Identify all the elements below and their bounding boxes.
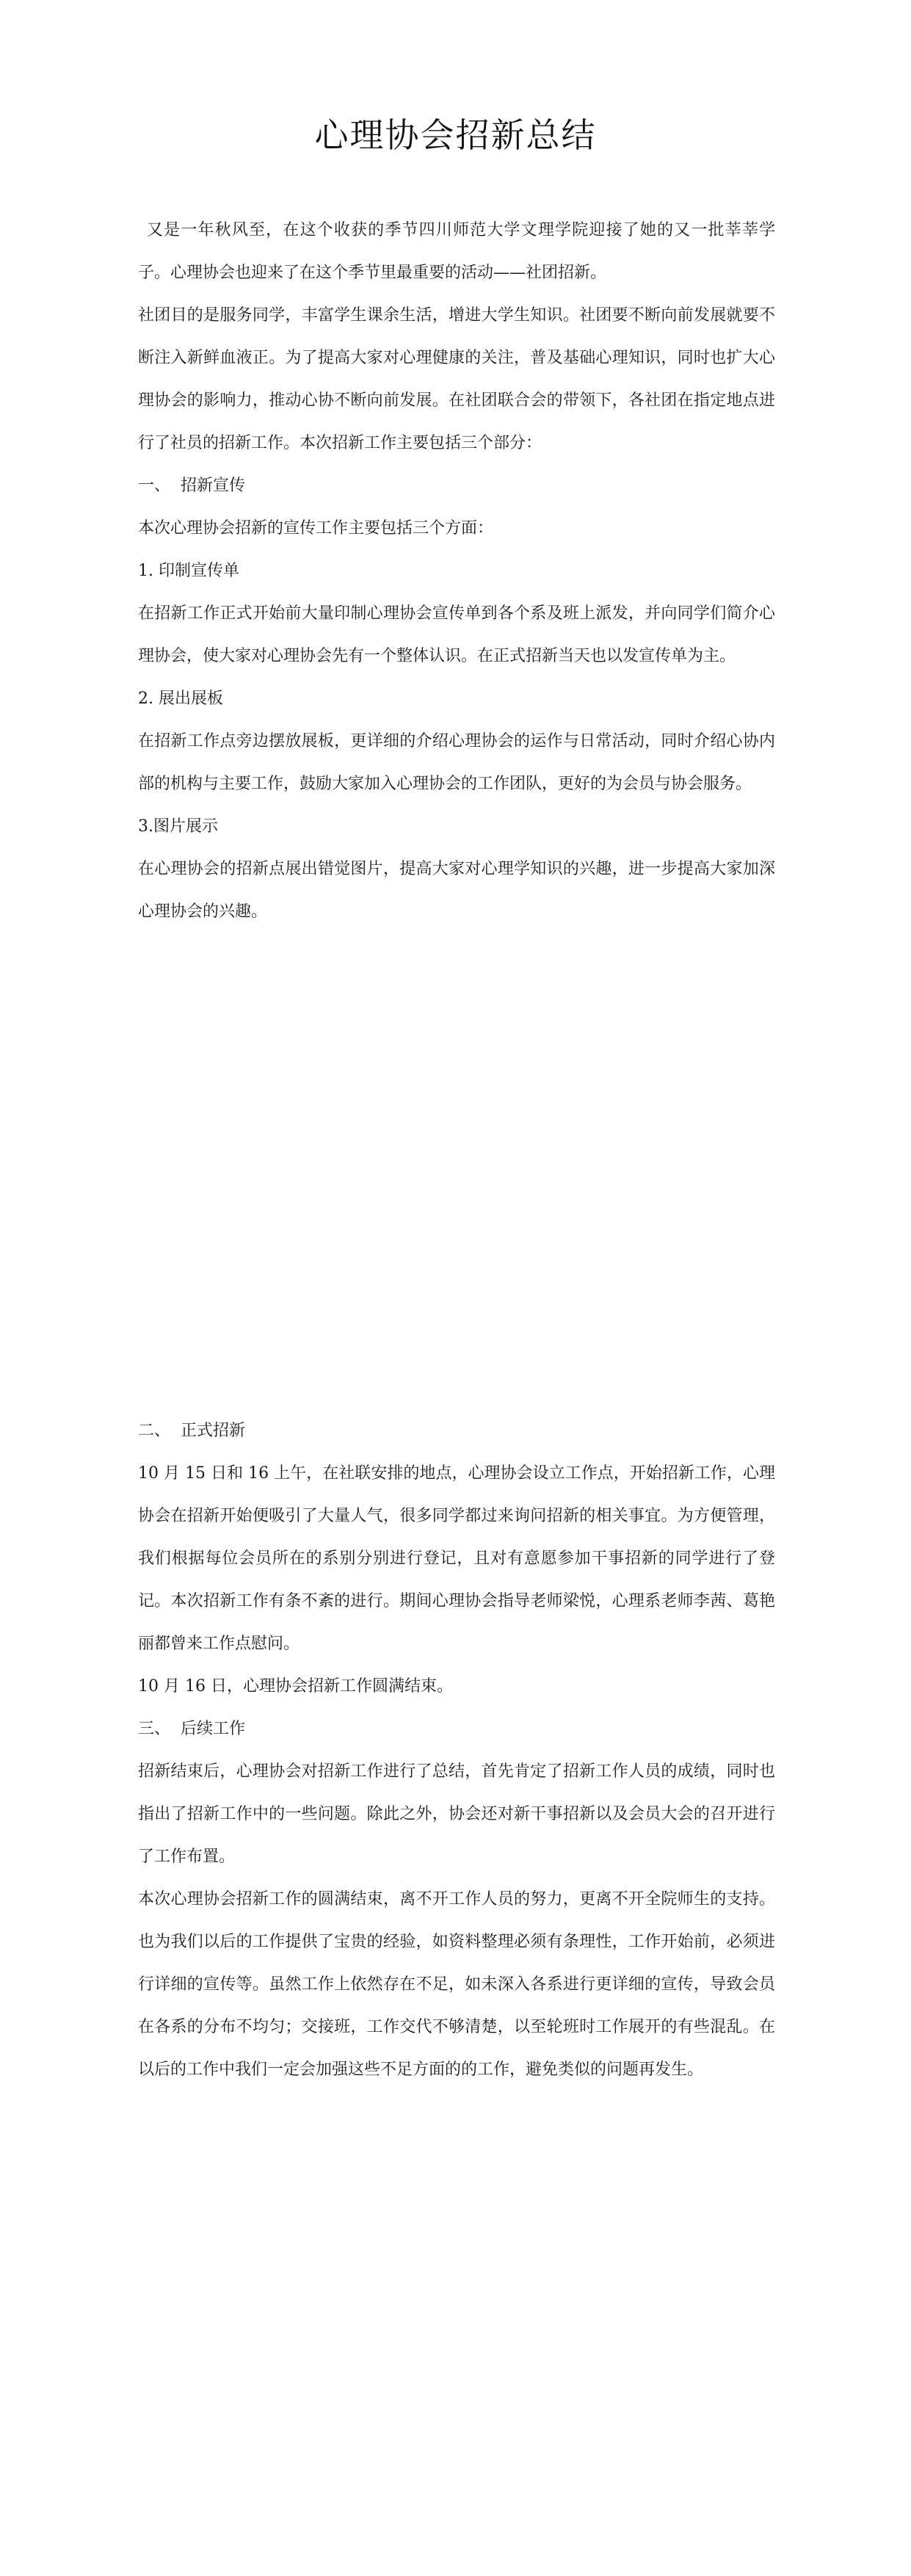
section-1-title: 招新宣传 [181,477,246,495]
section-3-heading [138,1708,775,1751]
content-block-part-1 [138,209,775,933]
section-1-item-1-label: 1. 印制宣传单 [138,562,239,580]
section-1-item-1-text: 在招新工作正式开始前大量印制心理协会宣传单到各个系及班上派发，并向同学们简介心理协会，使大家对心理协会先有一个整体认识。在正式招新当天也以发宣传单为主。 [138,604,775,665]
section-3-title: 后续工作 [181,1720,246,1738]
section-1-intro: 本次心理协会招新的宣传工作主要包括三个方面： [138,519,494,538]
section-1-item-3-label: 3.图片展示 [138,817,218,836]
section-2-number: 二、 [138,1422,171,1440]
section-1-item-2-text: 在招新工作点旁边摆放展板，更详细的介绍心理协会的运作与日常活动，同时介绍心协内部的机构与主要工作，鼓励大家加入心理协会的工作团队，更好的为会员与协会服务。 [138,732,775,793]
content-block-part-2 [138,1410,775,2091]
section-1-item-3-text: 在心理协会的招新点展出错觉图片，提高大家对心理学知识的兴趣，进一步提高大家加深心理协会的兴趣。 [138,860,775,921]
section-2-paragraph-1: 10 月 15 日和 16 上午，在社联安排的地点，心理协会设立工作点，开始招新工作，心理协会在招新开始便吸引了大量人气，很多同学都过来询问招新的相关事宜。为方便管理，我们根据每位会员所在的系别分别进行登记，且对有意愿参加干事招新的同学进行了登记。本次招新工作有条不紊的进行。期间心理协会指导老师梁悦，心理系老师李茜、葛艳丽都曾来工作点慰问。 [138,1464,775,1653]
document-title: 心理协会招新总结 [314,115,597,155]
section-2-paragraph-2: 10 月 16 日，心理协会招新工作圆满结束。 [138,1677,453,1696]
section-3-paragraph-2: 本次心理协会招新工作的圆满结束，离不开工作人员的努力，更离不开全院师生的支持。也为我们以后的工作提供了宝贵的经验，如资料整理必须有条理性，工作开始前，必须进行详细的宣传等。虽然工作上依然存在不足，如未深入各系进行更详细的宣传，导致会员在各系的分布不均匀；交接班，工作交代不够清楚，以至轮班时工作展开的有些混乱。在以后的工作中我们一定会加强这些不足方面的的工作，避免类似的问题再发生。 [138,1890,775,2079]
intro-paragraph-1: 又是一年秋风至，在这个收获的季节四川师范大学文理学院迎接了她的又一批莘莘学子。心理协会也迎来了在这个季节里最重要的活动——社团招新。 [138,221,775,282]
section-2-title: 正式招新 [181,1422,246,1440]
section-3-paragraph-1: 招新结束后，心理协会对招新工作进行了总结，首先肯定了招新工作人员的成绩，同时也指出了招新工作中的一些问题。除此之外，协会还对新干事招新以及会员大会的召开进行了工作布置。 [138,1762,775,1866]
section-3-number: 三、 [138,1720,171,1738]
intro-paragraph-2: 社团目的是服务同学，丰富学生课余生活，增进大学生知识。社团要不断向前发展就要不断注入新鲜血液正。为了提高大家对心理健康的关注，普及基础心理知识，同时也扩大心理协会的影响力，推动心协不断向前发展。在社团联合会的带领下，各社团在指定地点进行了社员的招新工作。本次招新工作主要包括三个部分： [138,306,775,452]
section-1-heading [138,465,775,507]
section-1-number: 一、 [138,477,171,495]
section-1-item-2-label: 2. 展出展板 [138,690,223,708]
section-2-heading [138,1410,775,1452]
